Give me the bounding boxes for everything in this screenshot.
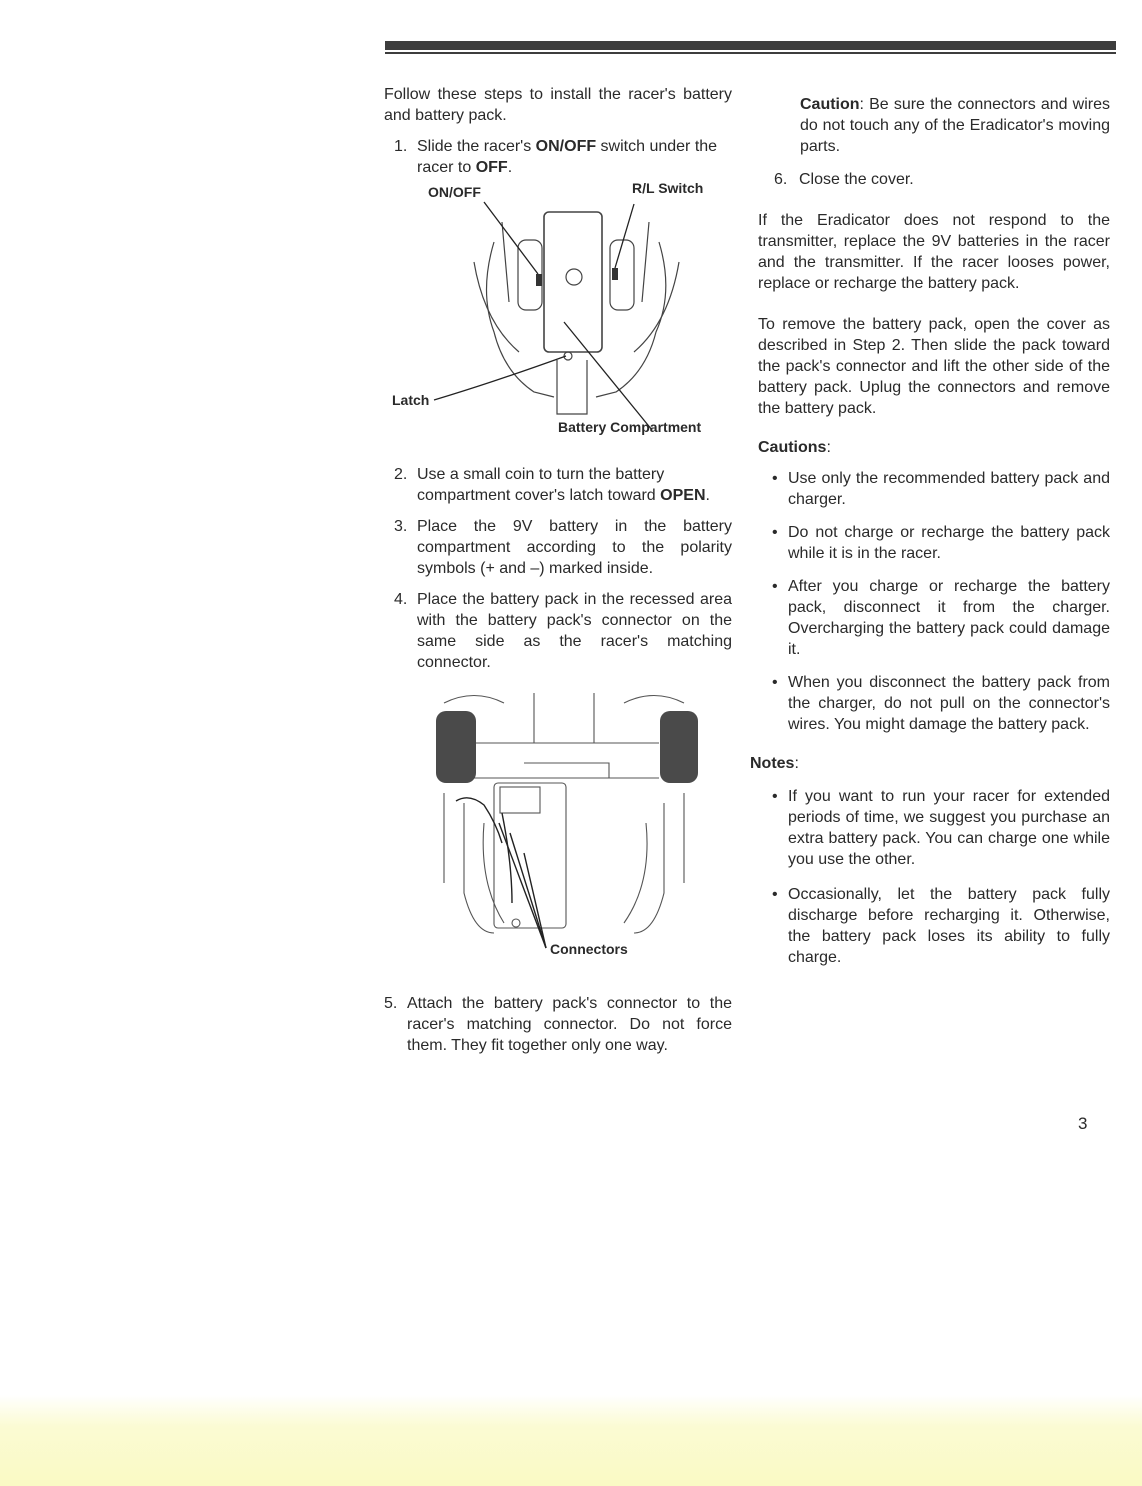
bullet-icon: •	[772, 674, 778, 691]
header-rule	[385, 41, 1116, 54]
caution-text: : Be sure the connectors and wires do not touch any of the Eradicator's moving parts.	[800, 96, 1110, 155]
step-number: 4.	[394, 591, 408, 608]
label-rl-switch: R/L Switch	[632, 180, 704, 196]
step-number: 3.	[394, 518, 408, 535]
step-2	[384, 464, 732, 506]
step-text: switch under the racer to	[417, 138, 718, 176]
step-number: 2.	[394, 466, 408, 483]
step-text: Place the 9V battery in the battery compartment according to the polarity symbols (+ and –) marked inside.	[417, 518, 732, 577]
bullet-icon: •	[772, 524, 778, 541]
notes-heading-line: Notes:	[750, 755, 799, 772]
step-text: Place the battery pack in the recessed area with the battery pack's connector on the same side as the racer's matching connector.	[417, 591, 732, 671]
caution-item	[758, 576, 1110, 660]
caution-item-text: After you charge or recharge the battery pack, disconnect it from the charger. Overcharging the battery pack could damage it.	[788, 578, 1110, 658]
bullet-icon: •	[772, 578, 778, 595]
label-battery-compartment: Battery Compartment	[558, 419, 702, 435]
right-column	[750, 94, 1110, 968]
caution-note	[758, 94, 1110, 157]
step-text: .	[507, 159, 513, 176]
onoff-term: ON/OFF	[535, 138, 597, 155]
label-onoff: ON/OFF	[428, 184, 481, 200]
note-item	[758, 786, 1110, 870]
step-3	[384, 516, 732, 579]
step-number: 1.	[394, 138, 408, 155]
right-wheel-icon	[660, 711, 698, 783]
page-number: 3	[1078, 1114, 1088, 1133]
underside-diagram	[384, 182, 732, 454]
note-item	[758, 884, 1110, 968]
notes-heading: Notes	[750, 755, 795, 772]
onoff-switch-icon	[536, 274, 542, 286]
bullet-icon: •	[772, 886, 778, 903]
note-item-text: Occasionally, let the battery pack fully discharge before recharging it. Otherwise, the battery pack loses its ability to fully charge.	[788, 886, 1110, 966]
caution-item	[758, 468, 1110, 510]
note-item-text: If you want to run your racer for extended periods of time, we suggest you purchase an extra battery pack. You can charge one while you use the other.	[788, 788, 1110, 868]
label-connectors: Connectors	[550, 941, 628, 957]
step-4	[384, 589, 732, 673]
step-6	[758, 169, 1110, 190]
no-response-paragraph: If the Eradicator does not respond to the transmitter, replace the 9V batteries in the racer and the transmitter. If the racer looses power, replace or recharge the battery pack.	[758, 212, 1110, 292]
step-text: Slide the racer's	[417, 138, 536, 155]
step-text: Close the cover.	[799, 171, 914, 188]
caution-item-text: When you disconnect the battery pack from the charger, do not pull on the connector's wires. You might damage the battery pack.	[788, 674, 1110, 733]
bullet-icon: •	[772, 470, 778, 487]
bullet-icon: •	[772, 788, 778, 805]
caution-label: Caution	[800, 96, 860, 113]
caution-item	[758, 522, 1110, 564]
label-latch: Latch	[392, 392, 430, 408]
step-number: 6.	[774, 171, 788, 188]
cautions-heading-line: Cautions:	[758, 439, 831, 456]
caution-item-text: Do not charge or recharge the battery pack while it is in the racer.	[788, 524, 1110, 562]
chassis-drawing	[384, 683, 732, 983]
cautions-heading: Cautions	[758, 439, 827, 456]
step-1	[384, 136, 732, 178]
rl-switch-icon	[612, 268, 618, 280]
step-text: Attach the battery pack's connector to the racer's matching connector. Do not force them. They fit together only one way.	[407, 995, 732, 1054]
caution-item-text: Use only the recommended battery pack and charger.	[788, 470, 1110, 508]
underside-drawing	[384, 182, 732, 454]
step-text: Use a small coin to turn the battery compartment cover's latch toward	[417, 466, 665, 504]
left-wheel-icon	[436, 711, 476, 783]
step-text: .	[705, 487, 710, 504]
caution-item	[758, 672, 1110, 735]
paper-tint	[0, 1395, 1142, 1486]
remove-battery-paragraph: To remove the battery pack, open the cover as described in Step 2. Then slide the pack toward the pack's connector and lift the other side of the battery pack. Uplug the connectors and remove the battery pack.	[758, 316, 1110, 417]
step-number: 5.	[384, 995, 398, 1012]
connectors-diagram	[384, 683, 732, 983]
intro-paragraph: Follow these steps to install the racer's battery and battery pack.	[384, 86, 732, 124]
off-term: OFF	[475, 159, 508, 176]
open-term: OPEN	[660, 487, 706, 504]
left-column	[384, 84, 732, 1056]
step-5	[374, 993, 732, 1056]
